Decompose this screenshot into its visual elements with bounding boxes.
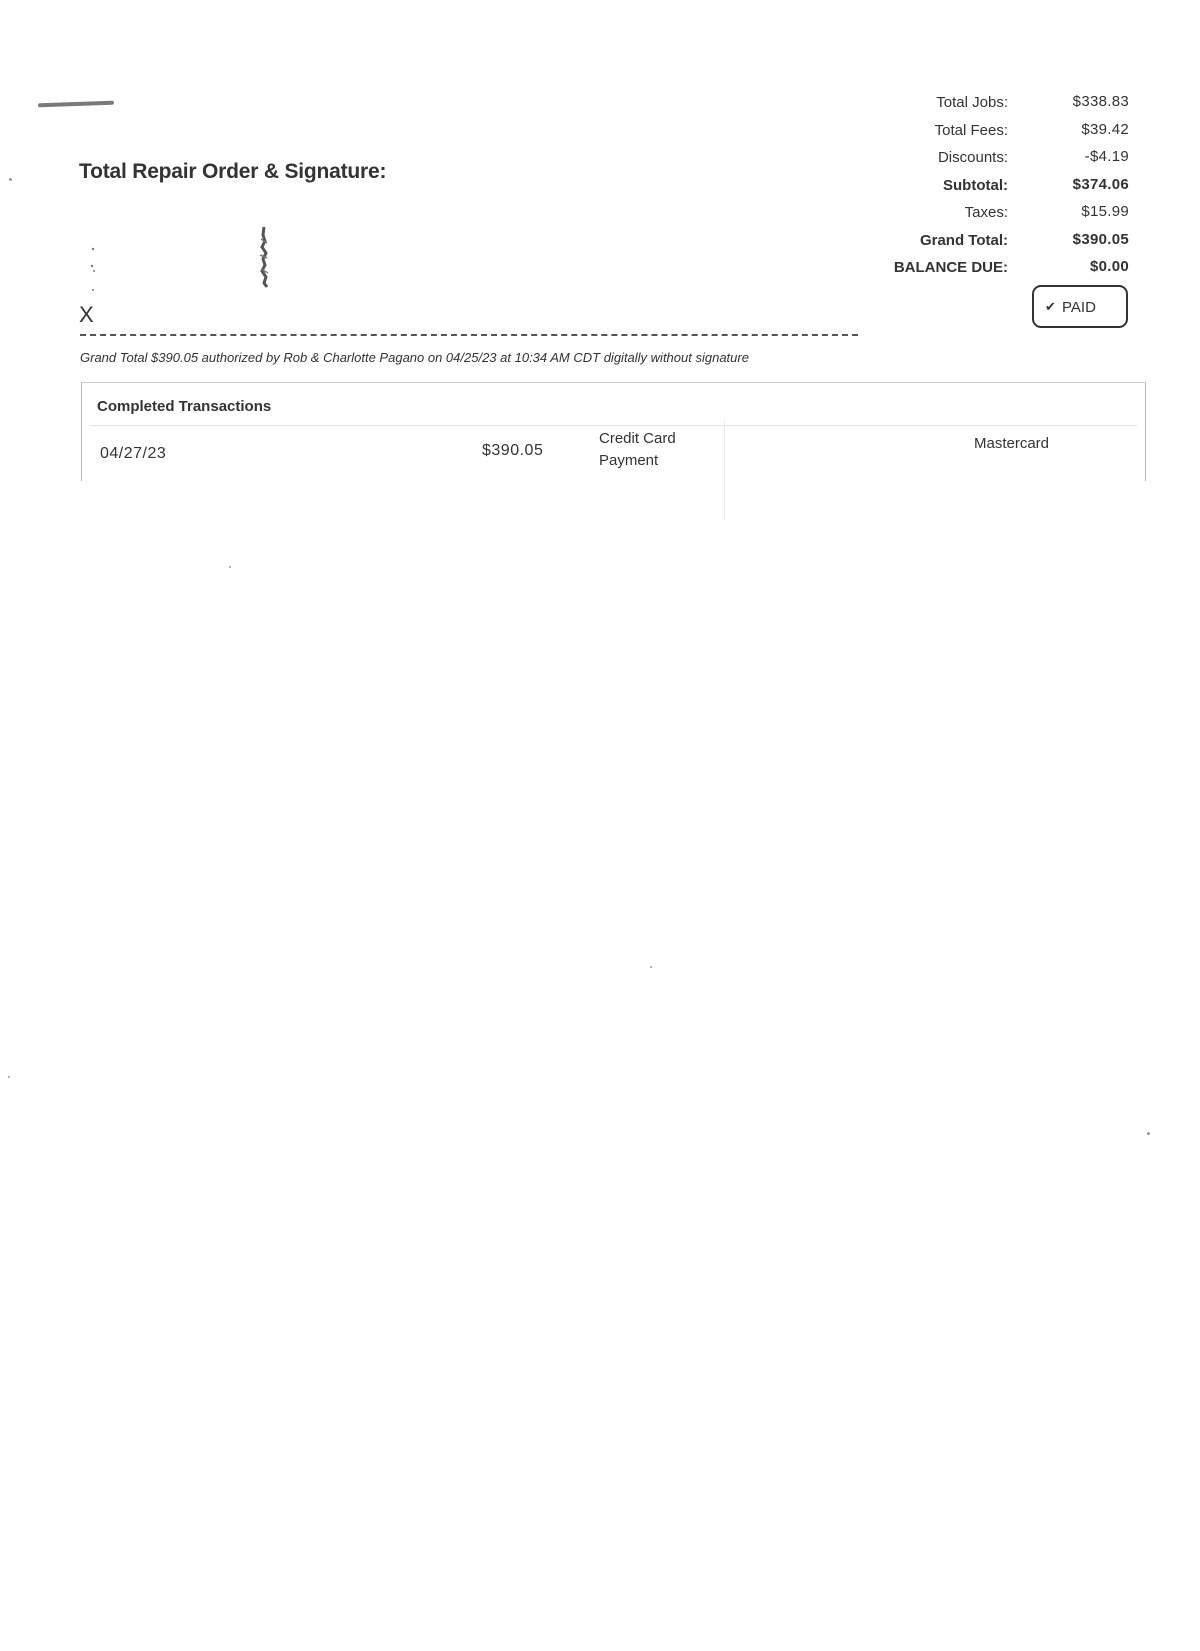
totals-row-discounts	[870, 145, 1132, 173]
transaction-type-line: Payment	[599, 452, 659, 469]
totals-row-total-jobs	[870, 90, 1132, 118]
totals-label: Total Fees:	[934, 121, 1008, 139]
scan-mark	[38, 101, 114, 108]
paid-status-badge	[1032, 285, 1128, 328]
transaction-card-brand: Mastercard	[974, 435, 1050, 452]
authorization-note: Grand Total $390.05 authorized by Rob & Charlotte Pagano on 04/25/23 at 10:34 AM CDT digitally without signature	[80, 350, 749, 365]
totals-summary	[870, 90, 1132, 283]
table-divider	[90, 425, 1137, 426]
totals-value: -$4.19	[1084, 148, 1129, 165]
totals-label: Subtotal:	[943, 176, 1008, 194]
signature-scribble	[258, 225, 270, 289]
totals-row-taxes	[870, 200, 1132, 228]
check-icon: ✔	[1045, 299, 1056, 314]
transaction-date: 04/27/23	[100, 445, 167, 462]
totals-row-grand-total	[870, 228, 1132, 256]
scan-speck	[9, 178, 12, 181]
totals-row-total-fees	[870, 118, 1132, 146]
signature-line	[80, 334, 858, 336]
transaction-amount: $390.05	[482, 442, 544, 459]
scan-speck	[8, 1076, 10, 1078]
transaction-type-line: Credit Card	[599, 430, 676, 447]
totals-row-balance-due	[870, 255, 1132, 283]
section-title: Total Repair Order & Signature:	[79, 160, 387, 183]
totals-label: Grand Total:	[919, 231, 1008, 249]
totals-value: $374.06	[1072, 175, 1129, 193]
totals-value: $15.99	[1081, 203, 1129, 220]
completed-transactions-table	[81, 382, 1146, 481]
transaction-type	[599, 428, 709, 472]
totals-label: Taxes:	[964, 204, 1008, 221]
paid-label: PAID	[1062, 299, 1096, 316]
totals-value: $390.05	[1072, 230, 1129, 248]
totals-value: $0.00	[1089, 258, 1129, 275]
signature-x-mark: X	[79, 302, 94, 327]
totals-value: $338.83	[1072, 93, 1129, 110]
signature-marks	[88, 246, 98, 294]
totals-value: $39.42	[1081, 120, 1129, 138]
column-divider	[724, 419, 725, 521]
scan-speck	[1147, 1132, 1150, 1135]
transactions-heading: Completed Transactions	[97, 398, 272, 415]
totals-label: BALANCE DUE:	[893, 259, 1008, 276]
scan-speck	[229, 566, 231, 568]
totals-row-subtotal	[870, 173, 1132, 201]
totals-label: Total Jobs:	[936, 94, 1008, 111]
totals-label: Discounts:	[937, 149, 1008, 166]
scan-speck	[650, 966, 652, 968]
